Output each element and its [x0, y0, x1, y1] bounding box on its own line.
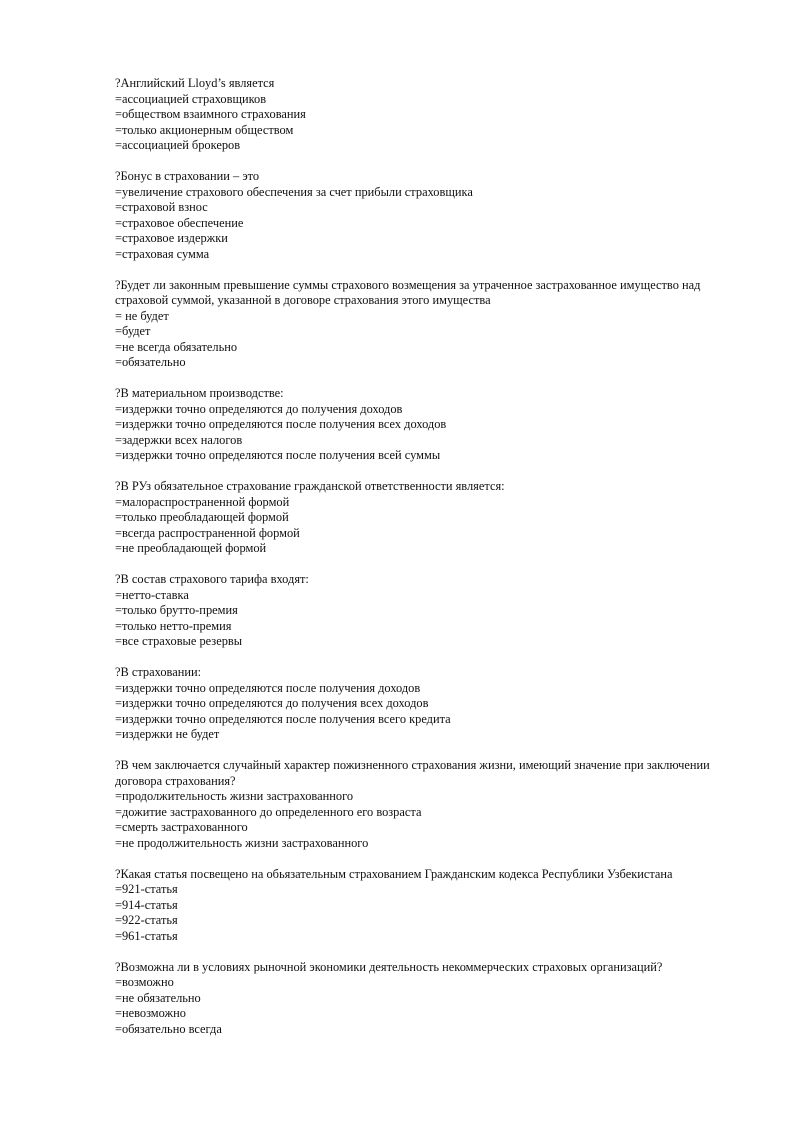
answer-option: =возможно [115, 975, 174, 989]
question-text: ?В страховании: [115, 665, 202, 679]
answer-option: =обязательно всегда [115, 1021, 222, 1036]
answer-option: =будет [115, 324, 151, 338]
question-text: ?Бонус в страховании – это [115, 169, 260, 183]
question-text: ?В состав страхового тарифа входят: [115, 572, 309, 586]
answer-option: =издержки точно определяются после получения всего кредита [115, 711, 451, 726]
answer-option: =страховой взнос [115, 200, 208, 214]
answer-option: =всегда распространенной формой [115, 525, 300, 540]
answer-option: =страховое издержки [115, 231, 228, 245]
answer-option: =продолжительность жизни застрахованного [115, 789, 354, 803]
answer-option: =задержки всех налогов [115, 432, 243, 447]
answer-option: =страховая сумма [115, 246, 210, 261]
answer-option: =страховое обеспечение [115, 215, 244, 230]
answer-option: =издержки точно определяются после получения всех доходов [115, 417, 447, 431]
question-block [115, 867, 755, 945]
answer-option: =не преобладающей формой [115, 541, 267, 555]
answer-option: =издержки точно определяются до получения всех доходов [115, 696, 429, 710]
question-text: ?В РУз обязательное страхование гражданской ответственности является: [115, 479, 505, 493]
question-text: ?В материальном производстве: [115, 386, 284, 400]
answer-option: =922-статья [115, 913, 178, 927]
answer-option: =не продолжительность жизни застрахованного [115, 835, 369, 850]
answer-option: =увеличение страхового обеспечения за счет прибыли страховщика [115, 184, 473, 199]
question-text: ?Какая статья посвещено на обьязательным страхованием Гражданским кодекса Республики Узбекистана [115, 866, 673, 881]
answer-option: =921-статья [115, 882, 178, 896]
document-page [115, 76, 755, 1053]
question-block [115, 76, 755, 154]
question-block [115, 572, 755, 650]
answer-option: =издержки точно определяются после получения доходов [115, 680, 421, 695]
question-block [115, 386, 755, 464]
answer-option: =только нетто-премия [115, 618, 232, 633]
answer-option: =914-статья [115, 897, 178, 912]
answer-option: =дожитие застрахованного до определенного его возраста [115, 804, 422, 819]
question-block [115, 479, 755, 557]
question-block [115, 665, 755, 743]
answer-option: =не всегда обязательно [115, 339, 238, 354]
question-block [115, 960, 755, 1038]
answer-option: =издержки не будет [115, 727, 220, 741]
question-block [115, 278, 755, 371]
answer-option: =961-статья [115, 928, 178, 943]
answer-option: =смерть застрахованного [115, 820, 248, 834]
answer-option: =обществом взаимного страхования [115, 107, 306, 121]
answer-option: =только акционерным обществом [115, 122, 294, 137]
answer-option: =невозможно [115, 1006, 186, 1020]
answer-option: =только преобладающей формой [115, 510, 289, 524]
answer-option: =малораспространенной формой [115, 494, 290, 509]
answer-option: = не будет [115, 308, 169, 323]
answer-option: =нетто-ставка [115, 587, 189, 602]
question-block [115, 169, 755, 262]
question-block [115, 758, 755, 851]
answer-option: =издержки точно определяются до получения доходов [115, 401, 403, 416]
answer-option: =не обязательно [115, 990, 201, 1005]
answer-option: =все страховые резервы [115, 634, 243, 648]
answer-option: =ассоциацией брокеров [115, 138, 241, 152]
question-text: ?Английский Lloyd’s является [115, 76, 275, 90]
answer-option: =ассоциацией страховщиков [115, 91, 267, 106]
question-text: ?Возможна ли в условиях рыночной экономики деятельность некоммерческих страховых организаций? [115, 959, 663, 974]
answer-option: =обязательно [115, 355, 186, 369]
answer-option: =только брутто-премия [115, 603, 238, 617]
answer-option: =издержки точно определяются после получения всей суммы [115, 448, 441, 462]
question-text: ?Будет ли законным превышение суммы страхового возмещения за утраченное застрахованное имущество над страховой суммой, указанной в договоре страхования этого имущества [115, 277, 704, 307]
question-text: ?В чем заключается случайный характер пожизненного страхования жизни, имеющий значение при заключении договора страхования? [115, 758, 713, 788]
